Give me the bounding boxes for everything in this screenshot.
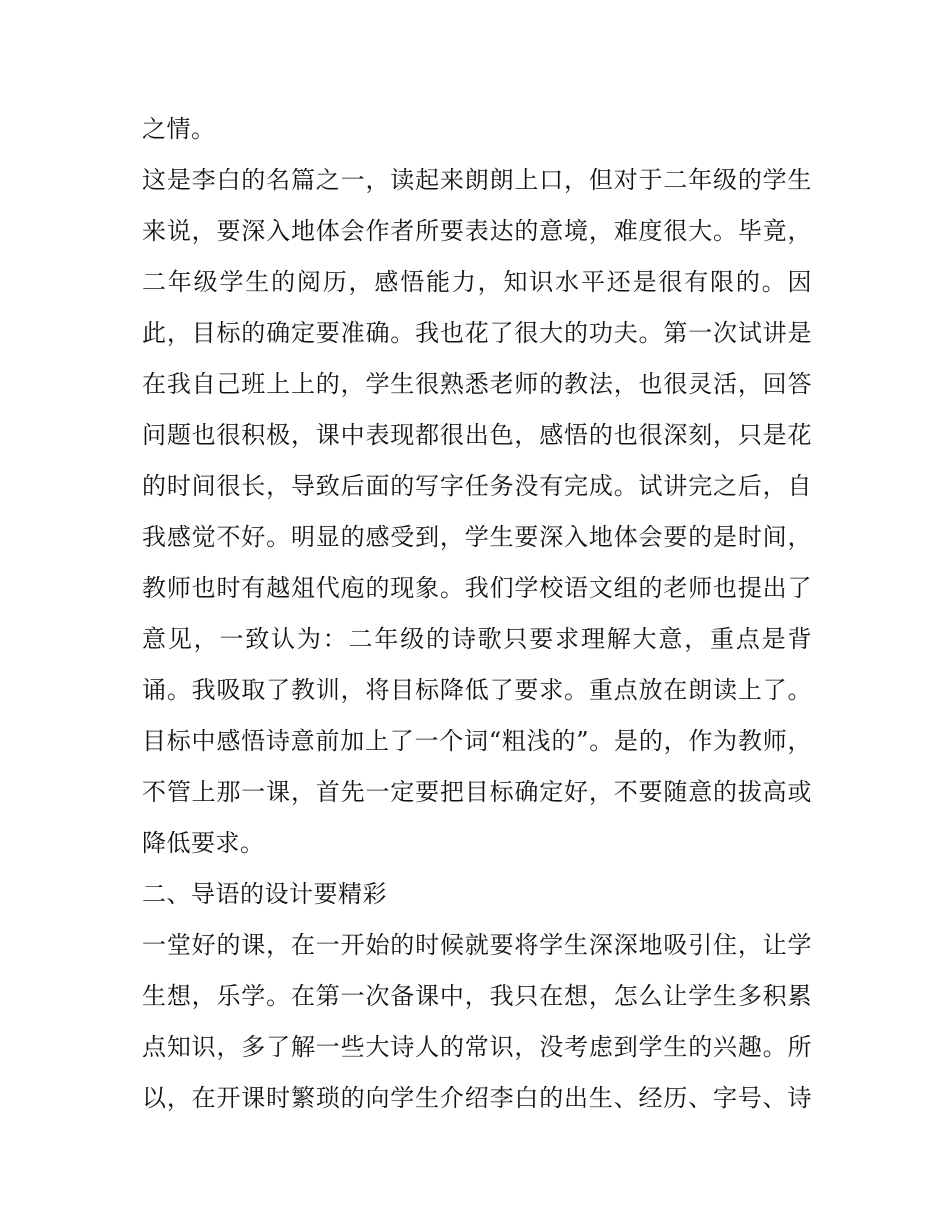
text-line: 降低要求。 <box>142 829 265 857</box>
text-line: 教师也时有越俎代庖的现象。我们学校语文组的老师也提出了 <box>142 574 812 602</box>
text-line: 二年级学生的阅历，感悟能力，知识水平还是很有限的。因 <box>142 268 812 296</box>
text-line: 此，目标的确定要准确。我也花了很大的功夫。第一次试讲是 <box>142 319 812 347</box>
text-line: 这是李白的名篇之一，读起来朗朗上口，但对于二年级的学生 <box>142 166 812 194</box>
text-line: 在我自己班上上的，学生很熟悉老师的教法，也很灵活，回答 <box>142 370 812 398</box>
text-line: 问题也很积极，课中表现都很出色，感悟的也很深刻，只是花 <box>142 421 812 449</box>
text-line: 诵。我吸取了教训，将目标降低了要求。重点放在朗读上了。 <box>142 676 812 704</box>
text-line: 以，在开课时繁琐的向学生介绍李白的出生、经历、字号、诗 <box>142 1084 812 1112</box>
text-line: 意见，一致认为：二年级的诗歌只要求理解大意，重点是背 <box>142 625 812 653</box>
text-line: 生想，乐学。在第一次备课中，我只在想，怎么让学生多积累 <box>142 982 812 1010</box>
text-line: 一堂好的课，在一开始的时候就要将学生深深地吸引住，让学 <box>142 931 812 959</box>
text-line: 来说，要深入地体会作者所要表达的意境，难度很大。毕竟， <box>142 217 812 245</box>
text-line: 的时间很长，导致后面的写字任务没有完成。试讲完之后，自 <box>142 472 812 500</box>
text-line: 点知识，多了解一些大诗人的常识，没考虑到学生的兴趣。所 <box>142 1033 812 1061</box>
text-line: 我感觉不好。明显的感受到，学生要深入地体会要的是时间， <box>142 523 812 551</box>
text-line: 目标中感悟诗意前加上了一个词“粗浅的”。是的，作为教师， <box>142 727 812 755</box>
text-line: 之情。 <box>142 115 216 143</box>
text-line: 不管上那一课，首先一定要把目标确定好，不要随意的拔高或 <box>142 778 812 806</box>
section-heading: 二、导语的设计要精彩 <box>142 880 387 908</box>
